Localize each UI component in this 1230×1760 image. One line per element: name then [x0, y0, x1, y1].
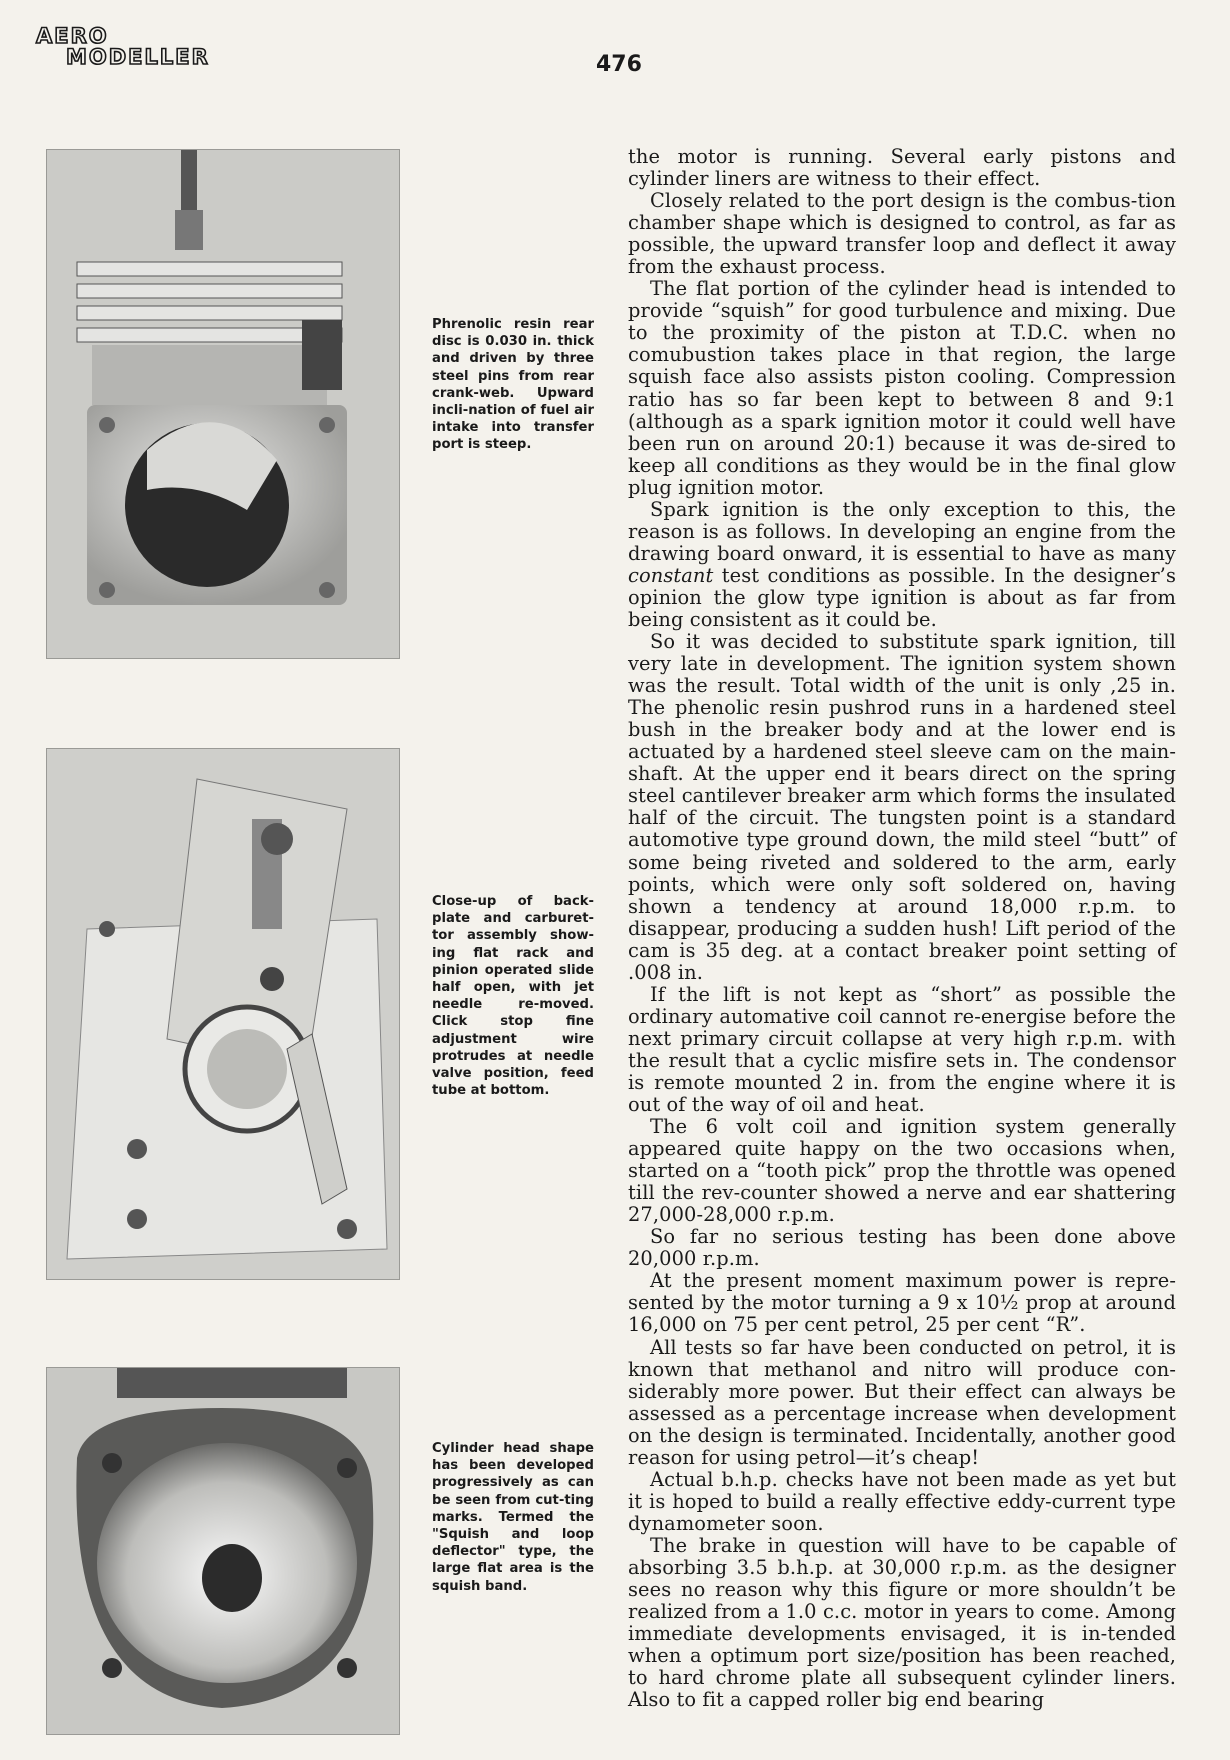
article-paragraph: At the present moment maximum power is repre-sented by the motor turning a 9 x 10½ prop at around 16,000 on 75 per cent petrol, 25 per cent “R”. — [628, 1269, 1176, 1337]
article-paragraph: The brake in question will have to be capable of absorbing 3.5 b.h.p. at 30,000 r.p.m. as the designer sees no reason why this figure or more shouldn’t be realized from a 1.0 c.c. motor in years to come. Among immediate developments envisaged, it is in-tended when a optimum port size/position has been reached, to hard chrome plate all subsequent cylinder liners. Also to fit a capped roller big end bearing — [628, 1533, 1176, 1712]
backplate-carburettor-photo — [46, 748, 400, 1280]
article-paragraph: Closely related to the port design is the combus-tion chamber shape which is designed to control, as far as possible, the upward transfer loop and deflect it away from the exhaust process. — [628, 189, 1176, 279]
magazine-logo — [36, 26, 210, 68]
cylinder-head-photo — [46, 1367, 400, 1735]
logo-word-modeller: MODELLER — [66, 45, 210, 69]
article-text: Spark ignition is the only exception to this, the reason is as follows. In developing an engine from the drawing board onward, it is essential to have as many — [628, 497, 1176, 565]
article-paragraph: So far no serious testing has been done above 20,000 r.p.m. — [628, 1225, 1176, 1271]
page-number: 476 — [596, 52, 642, 77]
article-paragraph: the motor is running. Several early pistons and cylinder liners are witness to their effect. — [628, 145, 1176, 191]
article-paragraph: So it was decided to substitute spark ignition, till very late in development. The ignition system shown was the result. Total width of the unit is only ,25 in. The phenolic resin pushrod runs in a hardened steel bush in the breaker body and at the lower end is actuated by a hardened steel sleeve cam on the main-shaft. At the upper end it bears direct on the spring steel cantilever breaker arm which forms the insulated half of the circuit. The tungsten point is a standard automotive type ground down, the mild steel “butt” of some being riveted and soldered to the arm, early points, which were only soft soldered on, having shown a tendency at around 18,000 r.p.m. to disappear, producing a sudden hush! Lift period of the cam is 35 deg. at a contact breaker point setting of .008 in. — [628, 630, 1176, 984]
article-body — [628, 146, 1176, 1711]
article-paragraph: All tests so far have been conducted on petrol, it is known that methanol and nitro will produce con-siderably more power. But their effect can always be assessed as a percentage increase when development on the design is terminated. Incidentally, another good reason for using petrol—it’s cheap! — [628, 1335, 1176, 1469]
logo-word-aero: AERO — [36, 24, 109, 48]
caption-cylinder-head: Cylinder head shape has been developed progressively as can be seen from cut-ting marks. Termed the "Squish and loop deflector" type, the large flat area is the squish band. — [432, 1441, 594, 1594]
emphasis-constant: constant — [628, 563, 714, 587]
caption-rear-disc: Phrenolic resin rear disc is 0.030 in. thick and driven by three steel pins from rear crank-web. Upward incli-nation of fuel air intake into transfer port is steep. — [432, 317, 594, 453]
article-paragraph — [628, 499, 1176, 631]
article-paragraph: Actual b.h.p. checks have not been made as yet but it is hoped to build a really effective eddy-current type dynamometer soon. — [628, 1467, 1176, 1535]
caption-backplate: Close-up of back-plate and carburet-tor assembly show-ing flat rack and pinion operated slide half open, with jet needle re-moved. Click stop fine adjustment wire protrudes at needle valve position, feed tube at bottom. — [432, 894, 594, 1099]
article-paragraph: The 6 volt coil and ignition system generally appeared quite happy on the two occasions when, started on a “tooth pick” prop the throttle was opened till the rev-counter showed a nerve and ear shattering 27,000-28,000 r.p.m. — [628, 1115, 1176, 1227]
engine-rear-disc-photo — [46, 149, 400, 659]
article-text: test conditions as possible. In the designer’s opinion the glow type ignition is about as far from being consistent as it could be. — [628, 563, 1176, 631]
article-paragraph: If the lift is not kept as “short” as possible the ordinary automative coil cannot re-energise before the next primary circuit collapse at very high r.p.m. with the result that a cyclic misfire sets in. The condensor is remote mounted 2 in. from the engine where it is out of the way of oil and heat. — [628, 982, 1176, 1117]
article-paragraph: The flat portion of the cylinder head is intended to provide “squish” for good turbulence and mixing. Due to the proximity of the piston at T.D.C. when no comubustion takes place in that region, the large squish face also assists piston cooling. Compression ratio has so far been kept to between 8 and 9:1 (although as a spark ignition motor it could well have been run on around 20:1) because it was de-sired to keep all conditions as they would be in the final glow plug ignition motor. — [628, 277, 1176, 499]
